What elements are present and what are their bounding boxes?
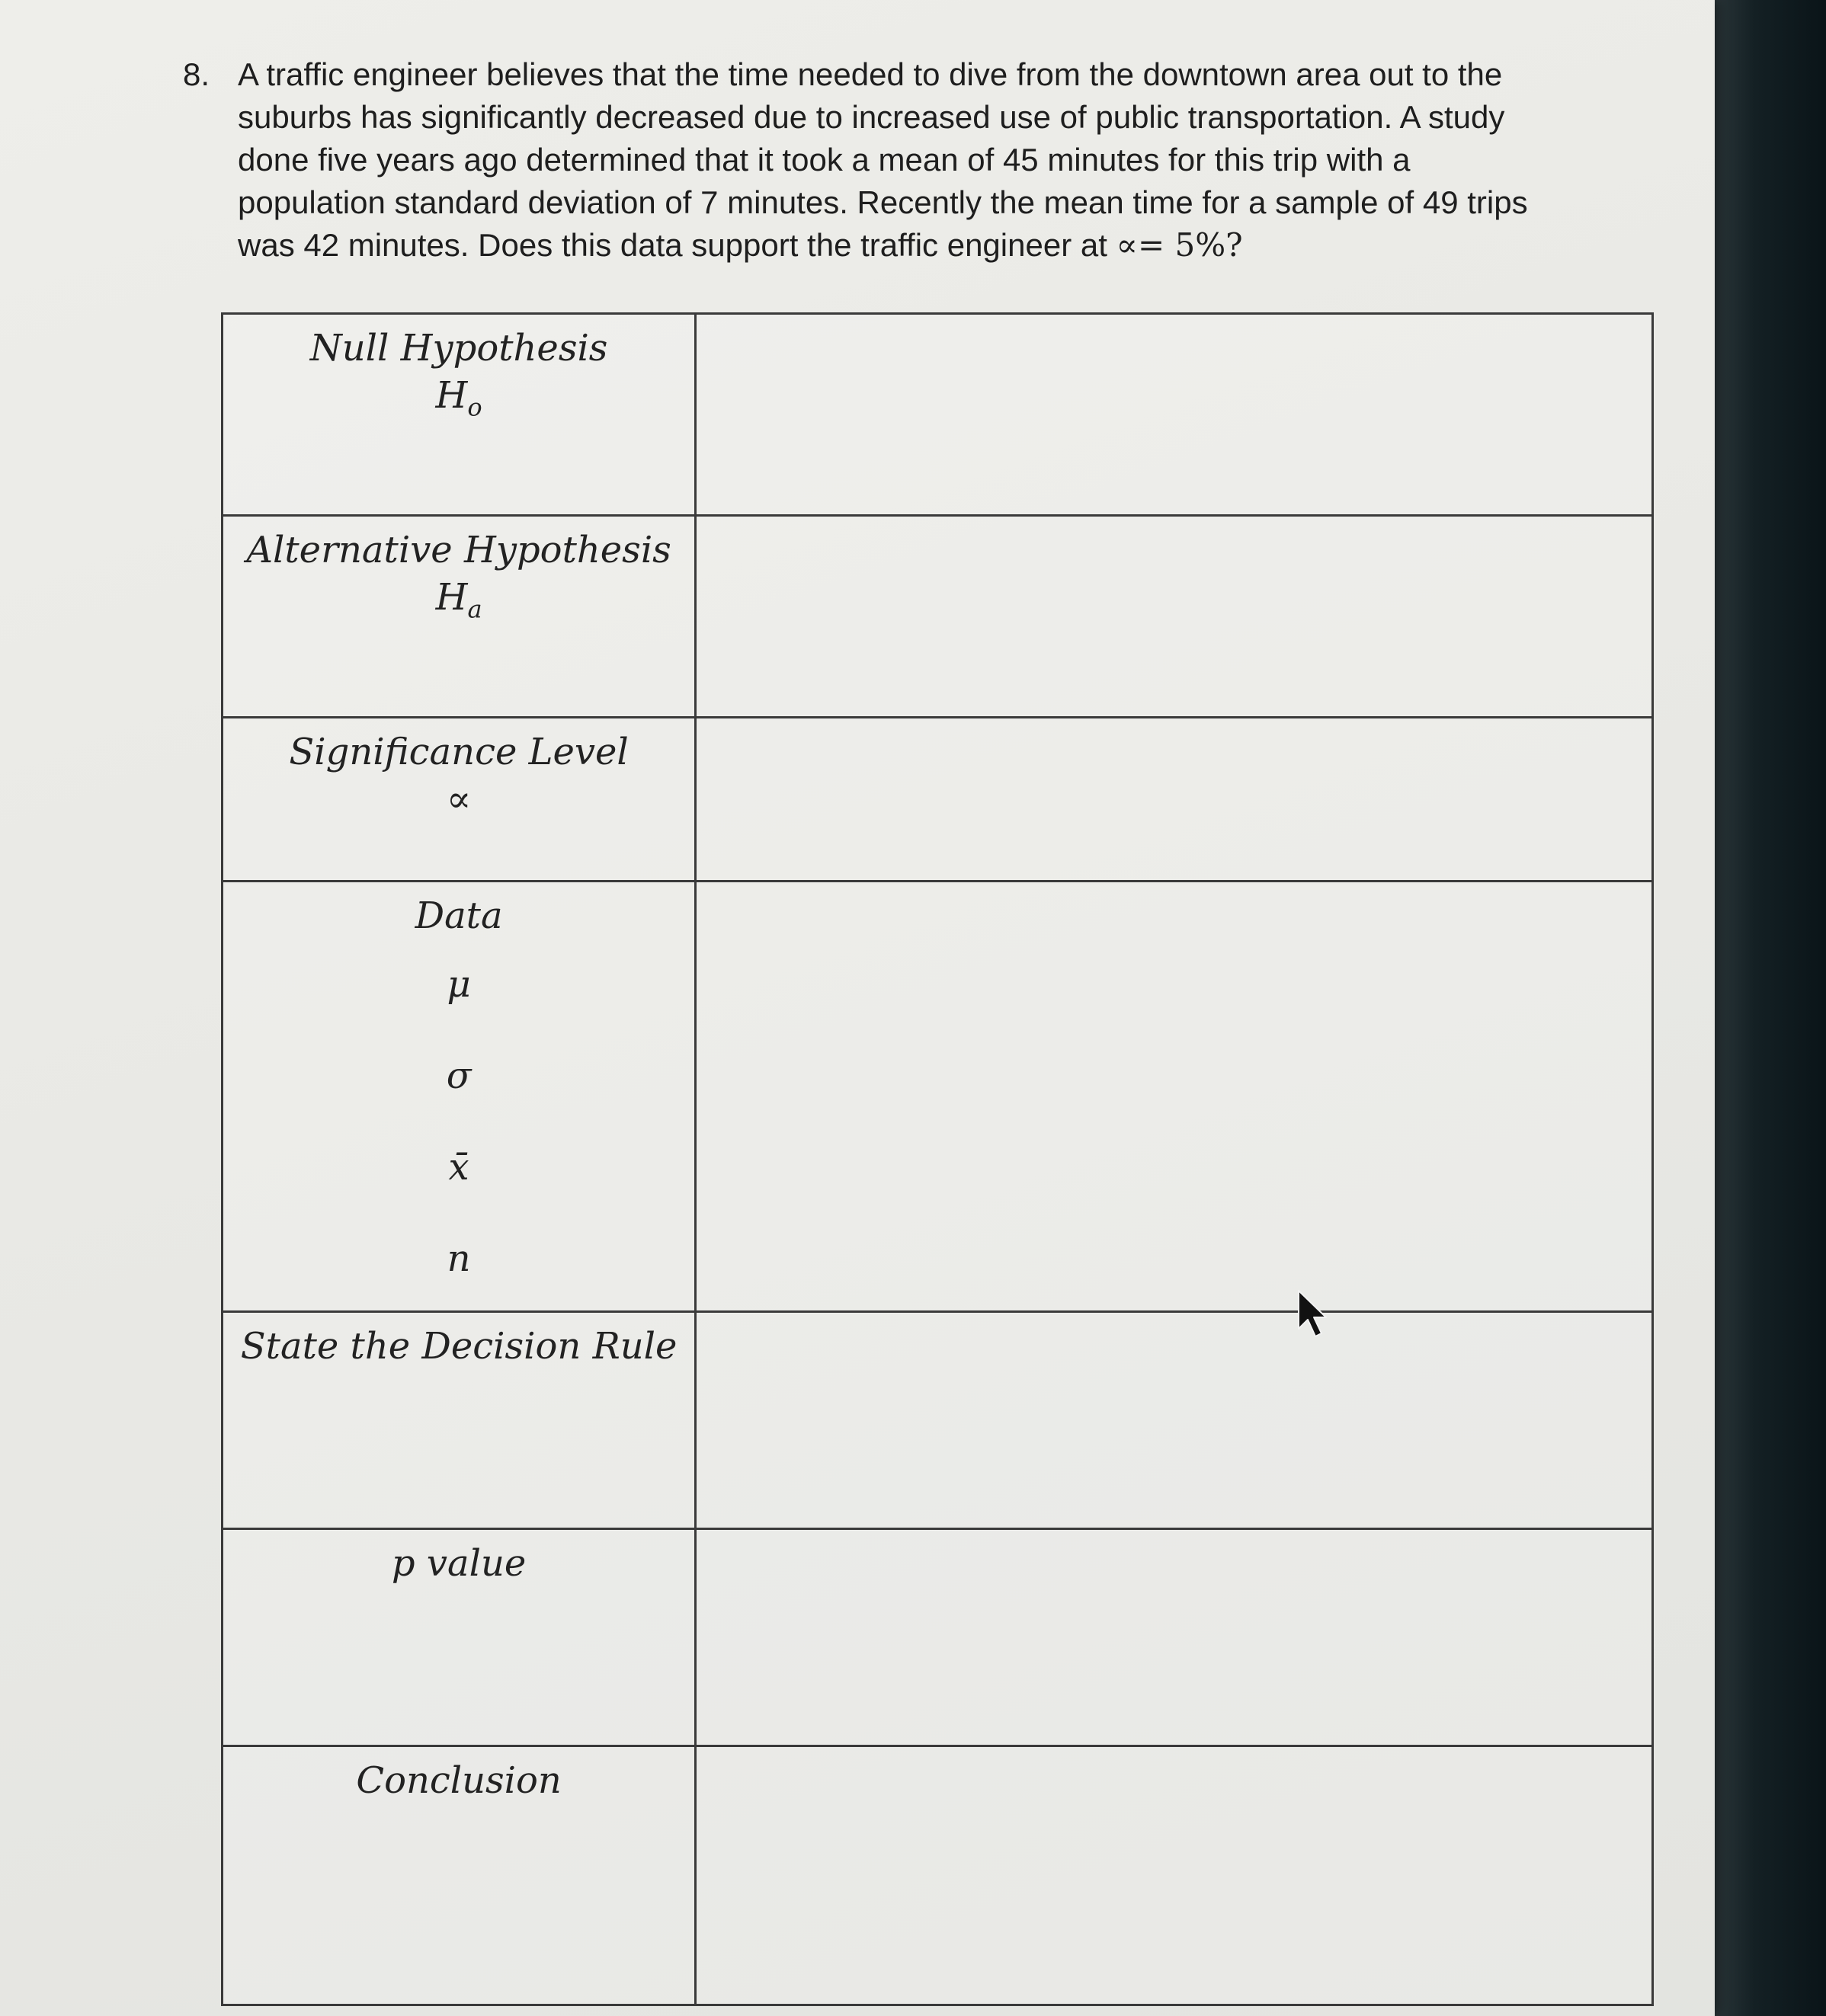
alternative-hypothesis-symbol: $H_a$ <box>435 576 482 624</box>
null-hypothesis-symbol: $H_o$ <box>435 374 482 422</box>
data-answer-cell[interactable] <box>696 882 1653 1312</box>
desk-background <box>1707 0 1826 2016</box>
alternative-hypothesis-answer-cell[interactable] <box>696 516 1653 718</box>
table-row-null-hypothesis <box>223 314 1653 516</box>
table-row-data <box>223 882 1653 1312</box>
question-alpha: ∝= 5%? <box>1116 226 1243 264</box>
significance-level-answer-cell[interactable] <box>696 718 1653 882</box>
question-number: 8. <box>183 56 210 92</box>
table-row-decision-rule <box>223 1312 1653 1529</box>
table-row-alternative-hypothesis <box>223 516 1653 718</box>
conclusion-label-cell <box>223 1746 696 2005</box>
p-value-answer-cell[interactable] <box>696 1529 1653 1746</box>
table-row-significance-level <box>223 718 1653 882</box>
question-block <box>183 53 1631 267</box>
decision-rule-answer-cell[interactable] <box>696 1312 1653 1529</box>
table-row-conclusion <box>223 1746 1653 2005</box>
significance-level-label: Significance Level <box>289 731 629 773</box>
x-bar-symbol: x̄ <box>448 1146 469 1189</box>
conclusion-label: Conclusion <box>356 1759 562 1802</box>
null-hypothesis-answer-cell[interactable] <box>696 314 1653 516</box>
question-body: A traffic engineer believes that the time needed to dive from the downtown area out to the suburbs has significantly decreased due to increased use of public transportation. A study done five years ago determined that it took a mean of 45 minutes for this trip with a population standard deviation of 7 minutes. Recently the mean time for a sample of 49 trips was 42 minutes. Does this data support the traffic engineer at <box>238 56 1528 263</box>
alpha-symbol: ∝ <box>446 778 472 821</box>
mouse-pointer-icon <box>1297 1289 1328 1339</box>
null-hypothesis-label: Null Hypothesis <box>309 327 608 370</box>
hypothesis-test-table <box>221 312 1654 2006</box>
mu-symbol: μ <box>447 963 471 1006</box>
n-symbol: n <box>447 1237 471 1280</box>
p-value-label: p value <box>391 1542 527 1585</box>
question-text <box>238 53 1631 267</box>
table-row-p-value <box>223 1529 1653 1746</box>
alternative-hypothesis-label: Alternative Hypothesis <box>246 529 671 571</box>
data-label-cell <box>223 882 696 1312</box>
null-hypothesis-label-cell <box>223 314 696 516</box>
sigma-symbol: σ <box>446 1054 472 1097</box>
alternative-hypothesis-label-cell <box>223 516 696 718</box>
p-value-label-cell <box>223 1529 696 1746</box>
decision-rule-label: State the Decision Rule <box>240 1325 678 1368</box>
significance-level-label-cell <box>223 718 696 882</box>
data-label: Data <box>415 894 503 937</box>
conclusion-answer-cell[interactable] <box>696 1746 1653 2005</box>
decision-rule-label-cell <box>223 1312 696 1529</box>
